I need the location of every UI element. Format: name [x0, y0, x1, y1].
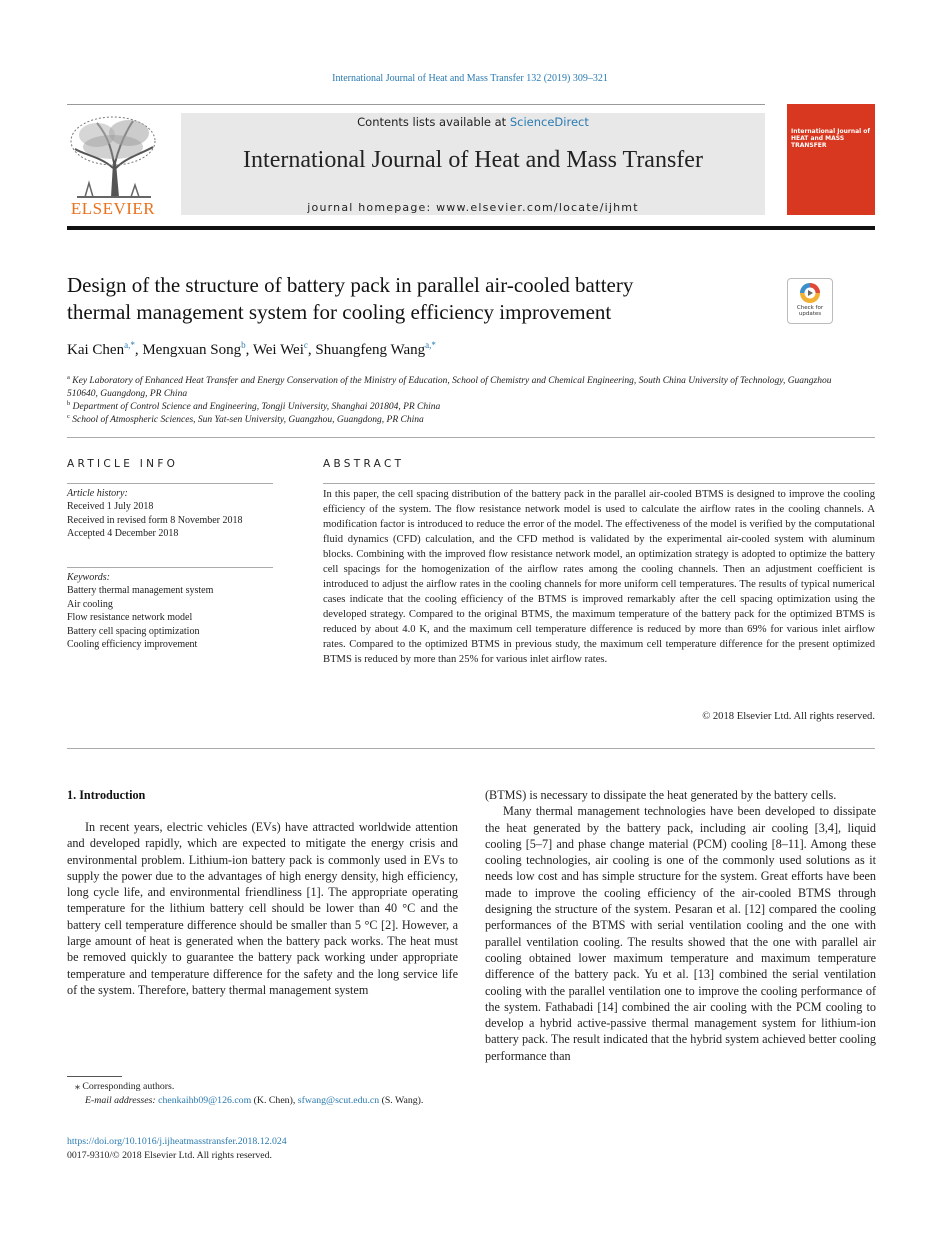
publisher-name: ELSEVIER — [70, 199, 156, 218]
affiliation-c — [67, 410, 857, 427]
history-accepted: Accepted 4 December 2018 — [67, 528, 179, 540]
email-link[interactable]: sfwang@scut.edu.cn — [297, 1095, 380, 1106]
email-footnote — [67, 1094, 458, 1108]
intro-left-column — [67, 819, 458, 998]
abstract-text: In this paper, the cell spacing distribution of the battery pack in the parallel air-cooled BTMS is designed to improve the cooling efficiency of the system. The flow resistance network model is used to calculate the airflow rates in the cooling channels. A modification factor is introduced to reduce the error of the model. The effectiveness of the model is verified by the computational fluid dynamics (CFD) calculation, and the CFD method is validated by the experimental air-cooled system with aluminum blocks. Combining with the improved flow resistance network model, an optimization strategy is adopted to optimize the battery cell spacings for the homogenization of the airflow rates among the cooling channels. Then an adjustment coefficient is introduced to adjust the airflow rates in the cooling channels for more uniform cell temperatures. The results of typical numerical cases indicate that the cooling efficiency of the BTMS is improved remarkably after the cell spacing optimization using the developed strategy. Compared to the original BTMS, the maximum temperature of the battery pack for the optimized BTMS is reduced by about 4.0 K, and the maximum cell temperature difference is reduced by more than 69% for various inlet airflow rates. Compared to the optimized BTMS in previous study, the maximum cell temperature difference for the present optimized BTMS is reduced by more than 25% for various inlet airflow rates. — [323, 489, 875, 665]
article-info-rule — [67, 483, 273, 484]
author[interactable]: Shuangfeng Wang — [315, 342, 426, 358]
article-history — [67, 487, 277, 541]
author-separator: , — [245, 342, 253, 358]
check-updates-label: Check for updates — [796, 305, 824, 317]
article-title-line2: thermal management system for cooling efficiency improvement — [67, 300, 612, 324]
author-separator: , — [307, 342, 316, 358]
author[interactable]: Mengxuan Song — [142, 342, 242, 358]
email-owner: (K. Chen), — [253, 1095, 296, 1106]
header-thick-rule — [67, 226, 875, 230]
affiliation-text: Department of Control Science and Engineering, Tongji University, Shanghai 201804, PR China — [72, 402, 441, 413]
email-owner: (S. Wang). — [381, 1095, 424, 1106]
check-for-updates-badge[interactable] — [787, 278, 833, 324]
check-updates-icon — [788, 279, 832, 305]
abstract-bottom-rule — [67, 748, 875, 749]
elsevier-tree-icon — [67, 113, 159, 199]
article-title-line1: Design of the structure of battery pack in parallel air-cooled battery — [67, 273, 634, 297]
keywords-heading: Keywords: — [67, 572, 110, 583]
keyword-item: Flow resistance network model — [67, 612, 193, 624]
footnote-rule — [67, 1076, 122, 1077]
doi-link[interactable]: https://doi.org/10.1016/j.ijheatmasstransfer.2018.12.024 — [67, 1136, 287, 1147]
elsevier-logo — [67, 113, 159, 217]
journal-banner — [181, 113, 765, 215]
article-history-heading: Article history: — [67, 488, 128, 499]
email-label: E-mail addresses: — [85, 1095, 156, 1106]
header-rule — [67, 104, 765, 105]
keyword-item: Battery cell spacing optimization — [67, 625, 200, 637]
history-received: Received 1 July 2018 — [67, 501, 154, 513]
author-affiliation-marker[interactable]: b — [241, 340, 246, 350]
sciencedirect-link[interactable]: ScienceDirect — [509, 115, 589, 129]
keyword-item: Air cooling — [67, 598, 113, 610]
affiliation-text: School of Atmospheric Sciences, Sun Yat-sen University, Guangzhou, Guangdong, PR China — [72, 415, 424, 426]
abstract-heading: ABSTRACT — [323, 458, 405, 470]
intro-right-column — [485, 787, 876, 1064]
contents-line — [181, 115, 765, 129]
email-link[interactable]: chenkaihb09@126.com — [158, 1095, 252, 1106]
intro-paragraph: (BTMS) is necessary to dissipate the heat generated by the battery cells. — [485, 788, 837, 802]
history-revised: Received in revised form 8 November 2018 — [67, 514, 243, 526]
contents-prefix: Contents lists available at — [357, 115, 510, 129]
corresponding-footnote: ⁎ Corresponding authors. — [75, 1081, 175, 1092]
affiliation-marker: a — [67, 374, 70, 381]
cover-title: International Journal of HEAT and MASS TRANSFER — [791, 128, 871, 149]
journal-homepage[interactable]: journal homepage: www.elsevier.com/locate/ijhmt — [307, 201, 639, 214]
affiliation-text: Key Laboratory of Enhanced Heat Transfer and Energy Conservation of the Ministry of Education, School of Chemistry and Chemical Engineering, South China University of Technology, Guangzhou 510640, Guangdong, PR China — [67, 376, 832, 400]
keywords-rule — [67, 567, 273, 568]
abstract-copyright: © 2018 Elsevier Ltd. All rights reserved. — [702, 711, 875, 722]
author-affiliation-marker[interactable]: a,* — [124, 340, 135, 350]
section-heading-introduction: 1. Introduction — [67, 788, 146, 802]
article-info-heading: ARTICLE INFO — [67, 458, 179, 470]
author[interactable]: Kai Chen — [67, 342, 125, 358]
keyword-item: Cooling efficiency improvement — [67, 639, 198, 651]
author[interactable]: Wei Wei — [252, 342, 304, 358]
keywords — [67, 571, 277, 651]
journal-title: International Journal of Heat and Mass Transfer — [243, 147, 703, 173]
affiliation-marker: b — [67, 400, 71, 407]
intro-paragraph: In recent years, electric vehicles (EVs) have attracted worldwide attention and developed rapidly, which are expected to mitigate the energy crisis and environmental problem. Lithium-ion battery pack is commonly used in EVs to supply the power due to the advantages of high energy density, high efficiency, long cycle life, and environmental friendliness [1]. The appropriate operating temperature for the lithium battery cell should be lower than 40 °C and the battery cell temperature difference should be smaller than 5 °C [2]. However, a large amount of heat is generated when the battery pack works. The heat must be removed quickly to guarantee the battery pack working under appropriate temperature and temperature difference for the safety and the long service life of the system. Therefore, battery thermal management system — [67, 820, 458, 997]
author-affiliation-marker[interactable]: c — [303, 340, 308, 350]
affiliation-marker: c — [67, 413, 70, 420]
intro-paragraph: Many thermal management technologies have been developed to dissipate the heat generated by the battery pack, including air cooling [3,4], liquid cooling [5–7] and phase change material (PCM) cooling [8–11]. Among these cooling technologies, air cooling is one of the commonly used solutions as it needs low cost and has simple structure for the system. Great efforts have been made to improve the cooling efficiency of the air-cooled BTMS through designing the structure of the system. Pesaran et al. [12] compared the cooling performances of the BTMS with serial ventilation cooling and the one with parallel ventilation cooling. The results showed that the one with parallel air cooling obtained lower maximum temperature and maximum temperature difference of the battery pack. Yu et al. [13] combined the serial ventilation cooling with the parallel ventilation one to improve the cooling performance of the system. Fathabadi [14] combined the air cooling with the PCM cooling to develop a hybrid active-passive thermal management system for lithium-ion battery pack. The result indicated that the hybrid system achieved better cooling performance than — [485, 804, 876, 1063]
abstract-rule — [323, 483, 875, 484]
author-affiliation-marker[interactable]: a,* — [425, 340, 436, 350]
affiliation-rule — [67, 437, 875, 438]
journal-citation[interactable]: International Journal of Heat and Mass Transfer 132 (2019) 309–321 — [332, 73, 608, 84]
keyword-item: Battery thermal management system — [67, 585, 214, 597]
issn-copyright: 0017-9310/© 2018 Elsevier Ltd. All rights reserved. — [67, 1150, 272, 1161]
author-list — [67, 340, 436, 359]
journal-cover-thumbnail[interactable] — [787, 104, 875, 215]
article-title — [67, 272, 767, 326]
author-separator: , — [134, 342, 143, 358]
